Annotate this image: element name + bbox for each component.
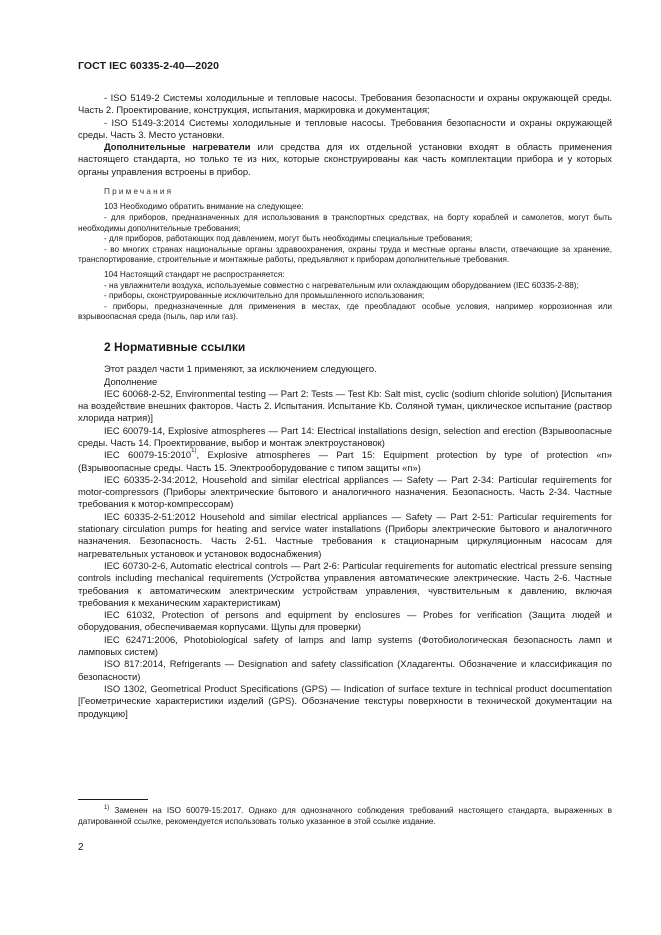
- reference-9: ISO 817:2014, Refrigerants — Designation and safety classification (Хладагенты. Обозначение и классификация по безопасности): [78, 658, 612, 682]
- note-103-item-a: - для приборов, предназначенных для использования в транспортных средствах, на борту кораблей и самолетов, могут быть необходимы дополнительные требования;: [78, 212, 612, 233]
- note-104-item-b: - приборы, сконструированные исключительно для промышленного использования;: [104, 291, 425, 301]
- heaters-term: Дополнительные нагреватели: [104, 141, 251, 153]
- reference-4: IEC 60335-2-34:2012, Household and similar electrical appliances — Safety — Part 2-34: Particular requirements for motor-compressors (Приборы электрические бытового и аналогичного назначения. Безопасность. Часть 2-34. Частные требования к мотор-компрессорам): [78, 473, 612, 510]
- page-number: 2: [78, 842, 84, 853]
- reference-5: IEC 60335-2-51:2012 Household and similar electrical appliances — Safety — Part 2-51: Particular requirements for stationary circulation pumps for heating and service water installations (Приборы электрические бытового и аналогичного назначения. Безопасность. Часть 2-51. Частные требования к стационарным циркуляционным насосам для нагревательных установок и установок водоснабжения): [78, 510, 612, 559]
- document-header: ГОСТ IEC 60335-2-40—2020: [78, 60, 220, 72]
- intro-item-1: - ISO 5149-2 Системы холодильные и тепловые насосы. Требования безопасности и охраны окружающей среды. Часть 2. Проектирование, конструкция, испытания, маркировка и документация;: [78, 92, 612, 116]
- intro-item-2: - ISO 5149-3:2014 Системы холодильные и тепловые насосы. Требования безопасности и охраны окружающей среды. Часть 3. Место установки.: [78, 116, 612, 140]
- notes-title: Примечания: [104, 187, 174, 197]
- section-2-title: 2 Нормативные ссылки: [104, 339, 246, 354]
- reference-3-id: IEC 60079-15:2010: [104, 449, 192, 461]
- footnote-mark: 1): [104, 805, 110, 811]
- reference-8: IEC 62471:2006, Photobiological safety of lamps and lamp systems (Фотобиологическая безопасность ламп и ламповых систем): [78, 633, 612, 658]
- reference-3-text: , Explosive atmospheres — Part 15: Equipment protection by type of protection «n» (Взрывоопасные среды. Часть 15. Электрооборудование с типом защиты «n»): [78, 449, 612, 473]
- heaters-text: или средства для их отдельной установки входят в область применения настоящего стандарта, но только те из них, которые сконструированы как часть комплектации прибора и у которых органы управления встроены в прибор.: [78, 141, 613, 177]
- reference-7: IEC 61032, Protection of persons and equipment by enclosures — Probes for verification (Защита людей и оборудования, обеспечиваемая корпусами. Щупы для проверки): [78, 609, 612, 633]
- footnote-ref-mark: 1): [191, 448, 197, 455]
- main-content: [78, 92, 612, 720]
- notes-block: [78, 202, 612, 323]
- section-2-lead: Этот раздел части 1 применяют, за исключением следующего.: [104, 363, 377, 375]
- note-103-title: 103 Необходимо обратить внимание на следующее:: [104, 202, 304, 212]
- heaters-paragraph: [78, 141, 612, 178]
- footnote-text: Заменен на ISO 60079-15:2017. Однако для однозначного соблюдения требований настоящего стандарта, выраженных в датированной ссылке, рекомендуется использовать только указанное в этой ссылке издание.: [78, 806, 612, 826]
- footnote: [78, 806, 612, 827]
- note-104-item-a: - на увлажнители воздуха, используемые совместно с нагревательным или охлаждающим оборудованием (IEC 60335-2-88);: [104, 280, 579, 290]
- footnote-divider: [78, 799, 148, 800]
- note-104-title: 104 Настоящий стандарт не распространяется:: [104, 269, 285, 279]
- note-104-item-c: - приборы, предназначенные для применения в местах, где преобладают особые условия, например коррозионная или взрывоопасная среда (пыль, пар или газ).: [78, 301, 612, 322]
- reference-2: IEC 60079-14, Explosive atmospheres — Part 14: Electrical installations design, selection and erection (Взрывоопасные среды. Часть 14. Проектирование, выбор и монтаж электроустановок): [78, 424, 612, 448]
- reference-1: IEC 60068-2-52, Environmental testing — Part 2: Tests — Test Kb: Salt mist, cyclic (sodium chloride solution) [Испытания на воздействие внешних факторов. Часть 2. Испытания. Испытание Kb. Соляной туман, циклическое испытание (раствор хлорида натрия)]: [78, 387, 612, 424]
- reference-3: [78, 449, 612, 474]
- note-103-item-b: - для приборов, работающих под давлением, могут быть необходимы специальные требования;: [104, 234, 473, 244]
- note-103-item-c: - во многих странах национальные органы здравоохранения, охраны труда и местные органы власти, отвечающие за хранение, транспортирование, строительные и монтажные работы, предъявляют к приборам дополнительные требования.: [78, 244, 612, 265]
- reference-6: IEC 60730-2-6, Automatic electrical controls — Part 2-6: Particular requirements for automatic electrical pressure sensing controls including mechanical requirements (Устройства управления автоматические электрические. Часть 2-6. Частные требования к автоматическим электрическим устройствам управления, чувствительным к давлению, включая требования к механическим характеристикам): [78, 559, 612, 608]
- reference-10: ISO 1302, Geometrical Product Specifications (GPS) — Indication of surface texture in technical product documentation [Геометрические характеристики изделий (GPS). Обозначение текстуры поверхности в технической документации на продукцию]: [78, 682, 612, 719]
- section-2-addition: Дополнение: [104, 375, 158, 387]
